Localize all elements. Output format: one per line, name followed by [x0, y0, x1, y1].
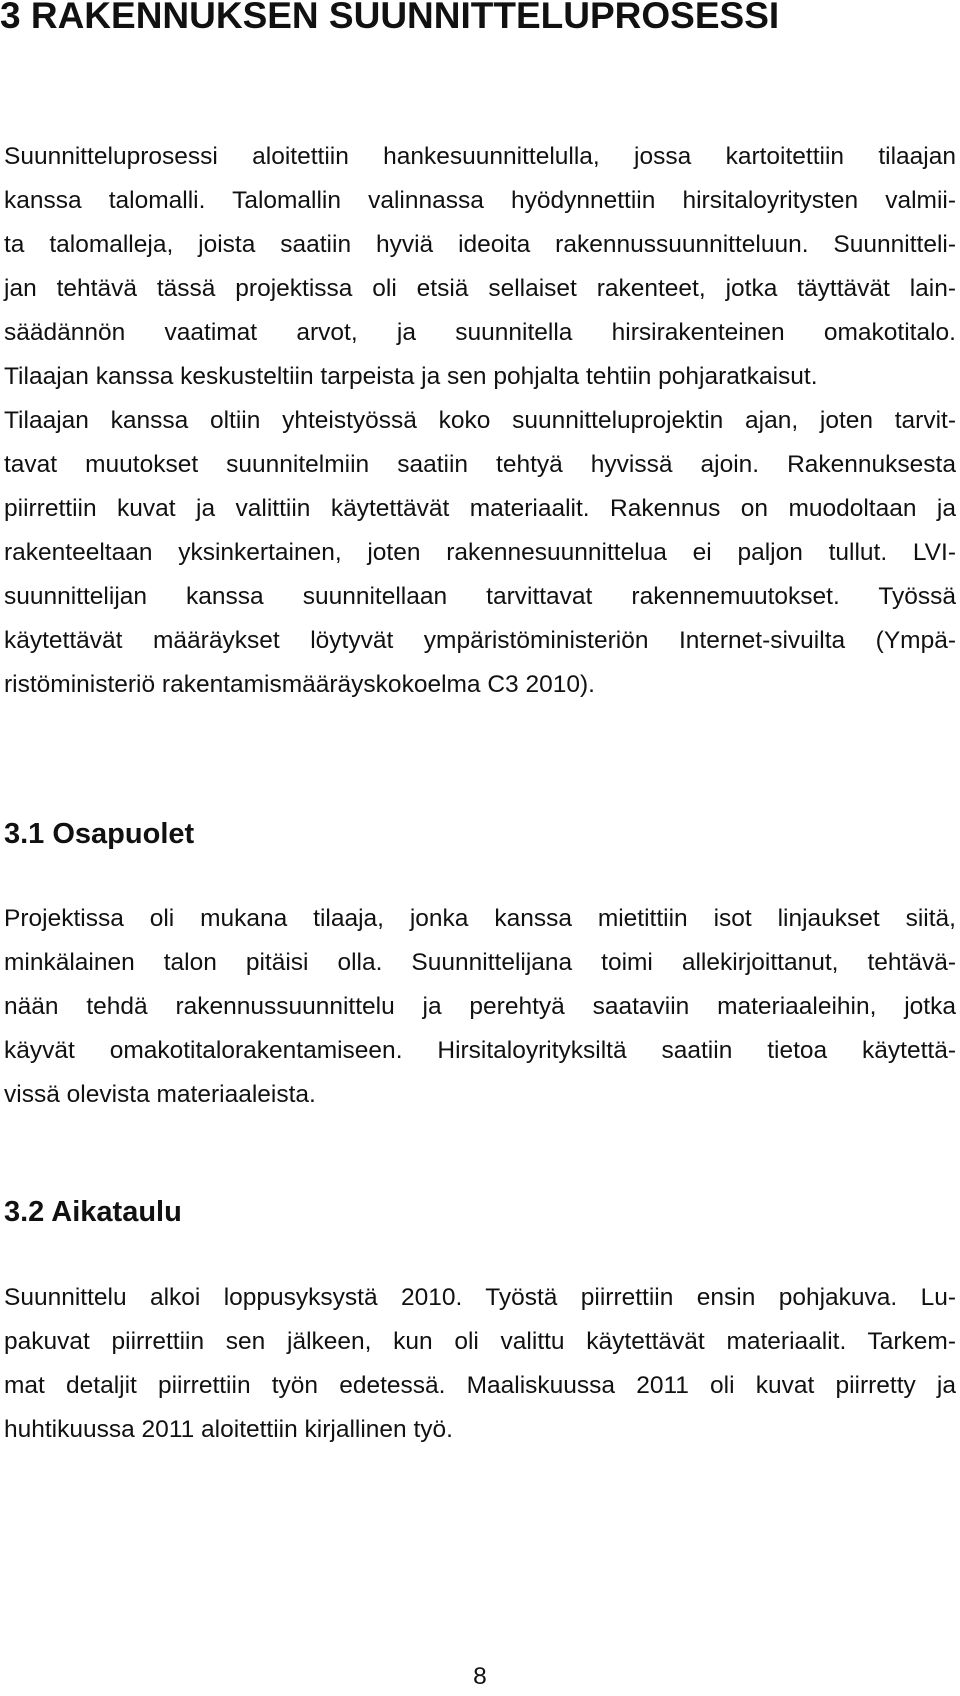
text-line: nään tehdä rakennussuunnittelu ja perehtyä saataviin materiaaleihin, jotka	[4, 993, 956, 1020]
text-line: mat detaljit piirrettiin työn edetessä. Maaliskuussa 2011 oli kuvat piirretty ja	[4, 1372, 956, 1399]
text-line: minkälainen talon pitäisi olla. Suunnittelijana toimi allekirjoittanut, tehtävä-	[4, 949, 956, 976]
text-line: ta talomalleja, joista saatiin hyviä ideoita rakennussuunnitteluun. Suunnitteli-	[4, 231, 956, 258]
text-line: ristöministeriö rakentamismääräyskokoelma C3 2010).	[4, 671, 595, 698]
text-line: jan tehtävä tässä projektissa oli etsiä sellaiset rakenteet, jotka täyttävät lain-	[4, 275, 956, 302]
text-line: käyvät omakotitalorakentamiseen. Hirsitaloyrityksiltä saatiin tietoa käytettä-	[4, 1037, 956, 1064]
text-line: Tilaajan kanssa keskusteltiin tarpeista ja sen pohjalta tehtiin pohjaratkaisut.	[4, 363, 818, 390]
chapter-heading: 3 RAKENNUKSEN SUUNNITTELUPROSESSI	[0, 0, 780, 36]
paragraph-aikataulu	[4, 1276, 956, 1452]
paragraph-osapuolet	[4, 897, 956, 1117]
text-line: tavat muutokset suunnitelmiin saatiin tehtyä hyvissä ajoin. Rakennuksesta	[4, 451, 956, 478]
section-heading-osapuolet: 3.1 Osapuolet	[4, 818, 195, 850]
text-line: suunnittelijan kanssa suunnitellaan tarvittavat rakennemuutokset. Työssä	[4, 583, 956, 610]
text-line: Tilaajan kanssa oltiin yhteistyössä koko suunnitteluprojektin ajan, joten tarvit-	[4, 407, 956, 434]
paragraph-process	[4, 135, 956, 707]
page-number: 8	[473, 1663, 487, 1690]
text-line: Projektissa oli mukana tilaaja, jonka kanssa mietittiin isot linjaukset siitä,	[4, 905, 956, 932]
text-line: huhtikuussa 2011 aloitettiin kirjallinen työ.	[4, 1416, 453, 1443]
text-line: rakenteeltaan yksinkertainen, joten rakennesuunnittelua ei paljon tullut. LVI-	[4, 539, 956, 566]
text-line: kanssa talomalli. Talomallin valinnassa hyödynnettiin hirsitaloyritysten valmii-	[4, 187, 956, 214]
section-heading-aikataulu: 3.2 Aikataulu	[4, 1196, 182, 1228]
text-line: Suunnitteluprosessi aloitettiin hankesuunnittelulla, jossa kartoitettiin tilaajan	[4, 143, 956, 170]
text-line: vissä olevista materiaaleista.	[4, 1081, 316, 1108]
text-line: piirrettiin kuvat ja valittiin käytettävät materiaalit. Rakennus on muodoltaan ja	[4, 495, 956, 522]
text-line: säädännön vaatimat arvot, ja suunnitella hirsirakenteinen omakotitalo.	[4, 319, 956, 346]
text-line: Suunnittelu alkoi loppusyksystä 2010. Työstä piirrettiin ensin pohjakuva. Lu-	[4, 1284, 956, 1311]
text-line: pakuvat piirrettiin sen jälkeen, kun oli valittu käytettävät materiaalit. Tarkem-	[4, 1328, 956, 1355]
text-line: käytettävät määräykset löytyvät ympäristöministeriön Internet-sivuilta (Ympä-	[4, 627, 956, 654]
